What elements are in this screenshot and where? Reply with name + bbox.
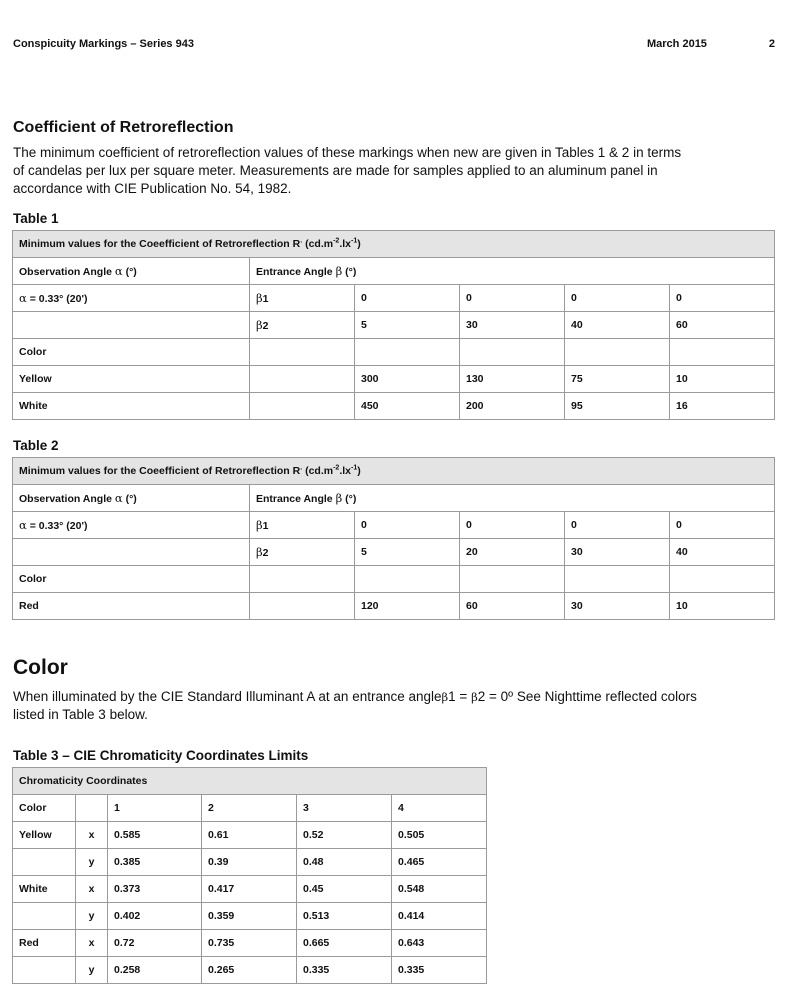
table-cell: 130 [460, 366, 565, 393]
table-cell: 0.665 [297, 930, 392, 957]
empty-cell [565, 339, 670, 366]
table-cell: 0 [670, 512, 775, 539]
column-header: 4 [392, 795, 487, 822]
table-cell: 95 [565, 393, 670, 420]
table-row [13, 768, 487, 795]
table-cell: 0.505 [392, 822, 487, 849]
table-cell: 40 [565, 312, 670, 339]
table-cell: 0 [460, 285, 565, 312]
color-name-cell: White [13, 876, 76, 903]
table-row [13, 339, 775, 366]
coord-label-x: x [76, 930, 108, 957]
table-row [13, 458, 775, 485]
column-header: 3 [297, 795, 392, 822]
table-cell: 0.258 [108, 957, 202, 984]
table-cell: 5 [355, 539, 460, 566]
table-cell: 0.39 [202, 849, 297, 876]
table-cell: 0.385 [108, 849, 202, 876]
empty-cell [460, 339, 565, 366]
empty-cell [13, 312, 250, 339]
empty-cell [13, 957, 76, 984]
table-cell: 0.265 [202, 957, 297, 984]
table-cell: 0.548 [392, 876, 487, 903]
color-paragraph: When illuminated by the CIE Standard Illuminant A at an entrance angleβ1 = β2 = 0º See Nighttime reflected colors listed in Table 3 below. [13, 689, 697, 722]
page-number: 2 [768, 38, 775, 50]
color-name-cell: Yellow [13, 366, 250, 393]
beta2-label-cell: β2 [250, 539, 355, 566]
empty-cell [460, 566, 565, 593]
table-cell: 200 [460, 393, 565, 420]
table-cell: 0.61 [202, 822, 297, 849]
empty-cell [670, 339, 775, 366]
color-name-cell: Yellow [13, 822, 76, 849]
empty-cell [565, 566, 670, 593]
paragraph-line: accordance with CIE Publication No. 54, 1982. [13, 181, 292, 196]
color-name-cell: Red [13, 593, 250, 620]
color-header-cell: Color [13, 795, 76, 822]
empty-cell [670, 566, 775, 593]
table-row [13, 285, 775, 312]
table-cell: 0 [355, 512, 460, 539]
observation-angle-header: Observation Angle α (°) [13, 258, 250, 285]
coord-label-x: x [76, 822, 108, 849]
table-row [13, 822, 487, 849]
table2 [12, 457, 775, 620]
retroreflection-paragraph [13, 144, 733, 198]
table-cell: 0.585 [108, 822, 202, 849]
entrance-angle-header: Entrance Angle β (°) [250, 485, 775, 512]
table-cell: 0.643 [392, 930, 487, 957]
beta-symbol: β [441, 690, 449, 704]
table-cell: 0.402 [108, 903, 202, 930]
table-row [13, 795, 487, 822]
coord-label-y: y [76, 849, 108, 876]
empty-cell [250, 339, 355, 366]
table-cell: 120 [355, 593, 460, 620]
table-cell: 0.72 [108, 930, 202, 957]
paragraph-line: The minimum coefficient of retroreflection values of these markings when new are given in Tables 1 & 2 in terms [13, 145, 682, 160]
paragraph-line: of candelas per lux per square meter. Measurements are made for samples applied to an aluminum panel in [13, 163, 658, 178]
beta2-label-cell: β2 [250, 312, 355, 339]
table-cell: 0 [355, 285, 460, 312]
table-row [13, 930, 487, 957]
color-header-cell: Color [13, 566, 250, 593]
table-row [13, 485, 775, 512]
beta1-label-cell: β1 [250, 285, 355, 312]
table-row [13, 539, 775, 566]
table1-title: Minimum values for the Coeefficient of Retroreflection R. $(cd.m^{-2}.lx^{-1})$ [13, 231, 775, 258]
empty-cell [250, 366, 355, 393]
table-cell: 0.373 [108, 876, 202, 903]
table-row [13, 393, 775, 420]
table-row [13, 512, 775, 539]
table-cell: 0.465 [392, 849, 487, 876]
table-cell: 0 [565, 512, 670, 539]
table-row [13, 849, 487, 876]
table-row [13, 258, 775, 285]
table-cell: 30 [565, 593, 670, 620]
alpha-value-cell: α = 0.33° (20') [13, 285, 250, 312]
beta-symbol: β [471, 690, 478, 704]
table-cell: 0.335 [297, 957, 392, 984]
table-cell: 75 [565, 366, 670, 393]
table-row [13, 366, 775, 393]
table-row [13, 903, 487, 930]
table2-title: Minimum values for the Coeefficient of Retroreflection R. $(cd.m^{-2}.lx^{-1})$ [13, 458, 775, 485]
empty-cell [13, 903, 76, 930]
color-header-cell: Color [13, 339, 250, 366]
table-row [13, 957, 487, 984]
table3-title: Chromaticity Coordinates [13, 768, 487, 795]
empty-cell [250, 593, 355, 620]
table-cell: 20 [460, 539, 565, 566]
table-cell: 0.417 [202, 876, 297, 903]
document-date: March 2015 [647, 38, 707, 50]
table-cell: 450 [355, 393, 460, 420]
table-cell: 300 [355, 366, 460, 393]
beta1-label-cell: β1 [250, 512, 355, 539]
table-cell: 60 [670, 312, 775, 339]
empty-cell [76, 795, 108, 822]
table-cell: 40 [670, 539, 775, 566]
table-cell: 0.414 [392, 903, 487, 930]
table3-caption: Table 3 – CIE Chromaticity Coordinates Limits [13, 748, 309, 763]
coord-label-y: y [76, 903, 108, 930]
color-name-cell: Red [13, 930, 76, 957]
table1 [12, 230, 775, 420]
empty-cell [13, 849, 76, 876]
color-name-cell: White [13, 393, 250, 420]
color-heading: Color [13, 656, 68, 679]
column-header: 1 [108, 795, 202, 822]
table-cell: 0.48 [297, 849, 392, 876]
table2-caption: Table 2 [13, 438, 59, 453]
table-cell: 0 [670, 285, 775, 312]
table-cell: 0 [460, 512, 565, 539]
table-cell: 10 [670, 593, 775, 620]
table-cell: 16 [670, 393, 775, 420]
page-header [13, 38, 775, 54]
table-row [13, 593, 775, 620]
alpha-value-cell: α = 0.33° (20') [13, 512, 250, 539]
table-cell: 0.45 [297, 876, 392, 903]
column-header: 2 [202, 795, 297, 822]
retroreflection-heading: Coefficient of Retroreflection [13, 119, 234, 136]
table-row [13, 876, 487, 903]
table-cell: 30 [460, 312, 565, 339]
table1-caption: Table 1 [13, 211, 59, 226]
table-cell: 30 [565, 539, 670, 566]
table-cell: 0.735 [202, 930, 297, 957]
table-cell: 10 [670, 366, 775, 393]
document-title: Conspicuity Markings – Series 943 [13, 38, 194, 50]
empty-cell [250, 566, 355, 593]
table-cell: 0.359 [202, 903, 297, 930]
table-row [13, 231, 775, 258]
empty-cell [355, 339, 460, 366]
table-cell: 0 [565, 285, 670, 312]
coord-label-x: x [76, 876, 108, 903]
table-row [13, 566, 775, 593]
table-row [13, 312, 775, 339]
empty-cell [13, 539, 250, 566]
entrance-angle-header: Entrance Angle β (°) [250, 258, 775, 285]
table-cell: 60 [460, 593, 565, 620]
observation-angle-header: Observation Angle α (°) [13, 485, 250, 512]
table-cell: 0.335 [392, 957, 487, 984]
coord-label-y: y [76, 957, 108, 984]
empty-cell [355, 566, 460, 593]
table-cell: 5 [355, 312, 460, 339]
table3 [12, 767, 487, 984]
empty-cell [250, 393, 355, 420]
table-cell: 0.513 [297, 903, 392, 930]
table-cell: 0.52 [297, 822, 392, 849]
